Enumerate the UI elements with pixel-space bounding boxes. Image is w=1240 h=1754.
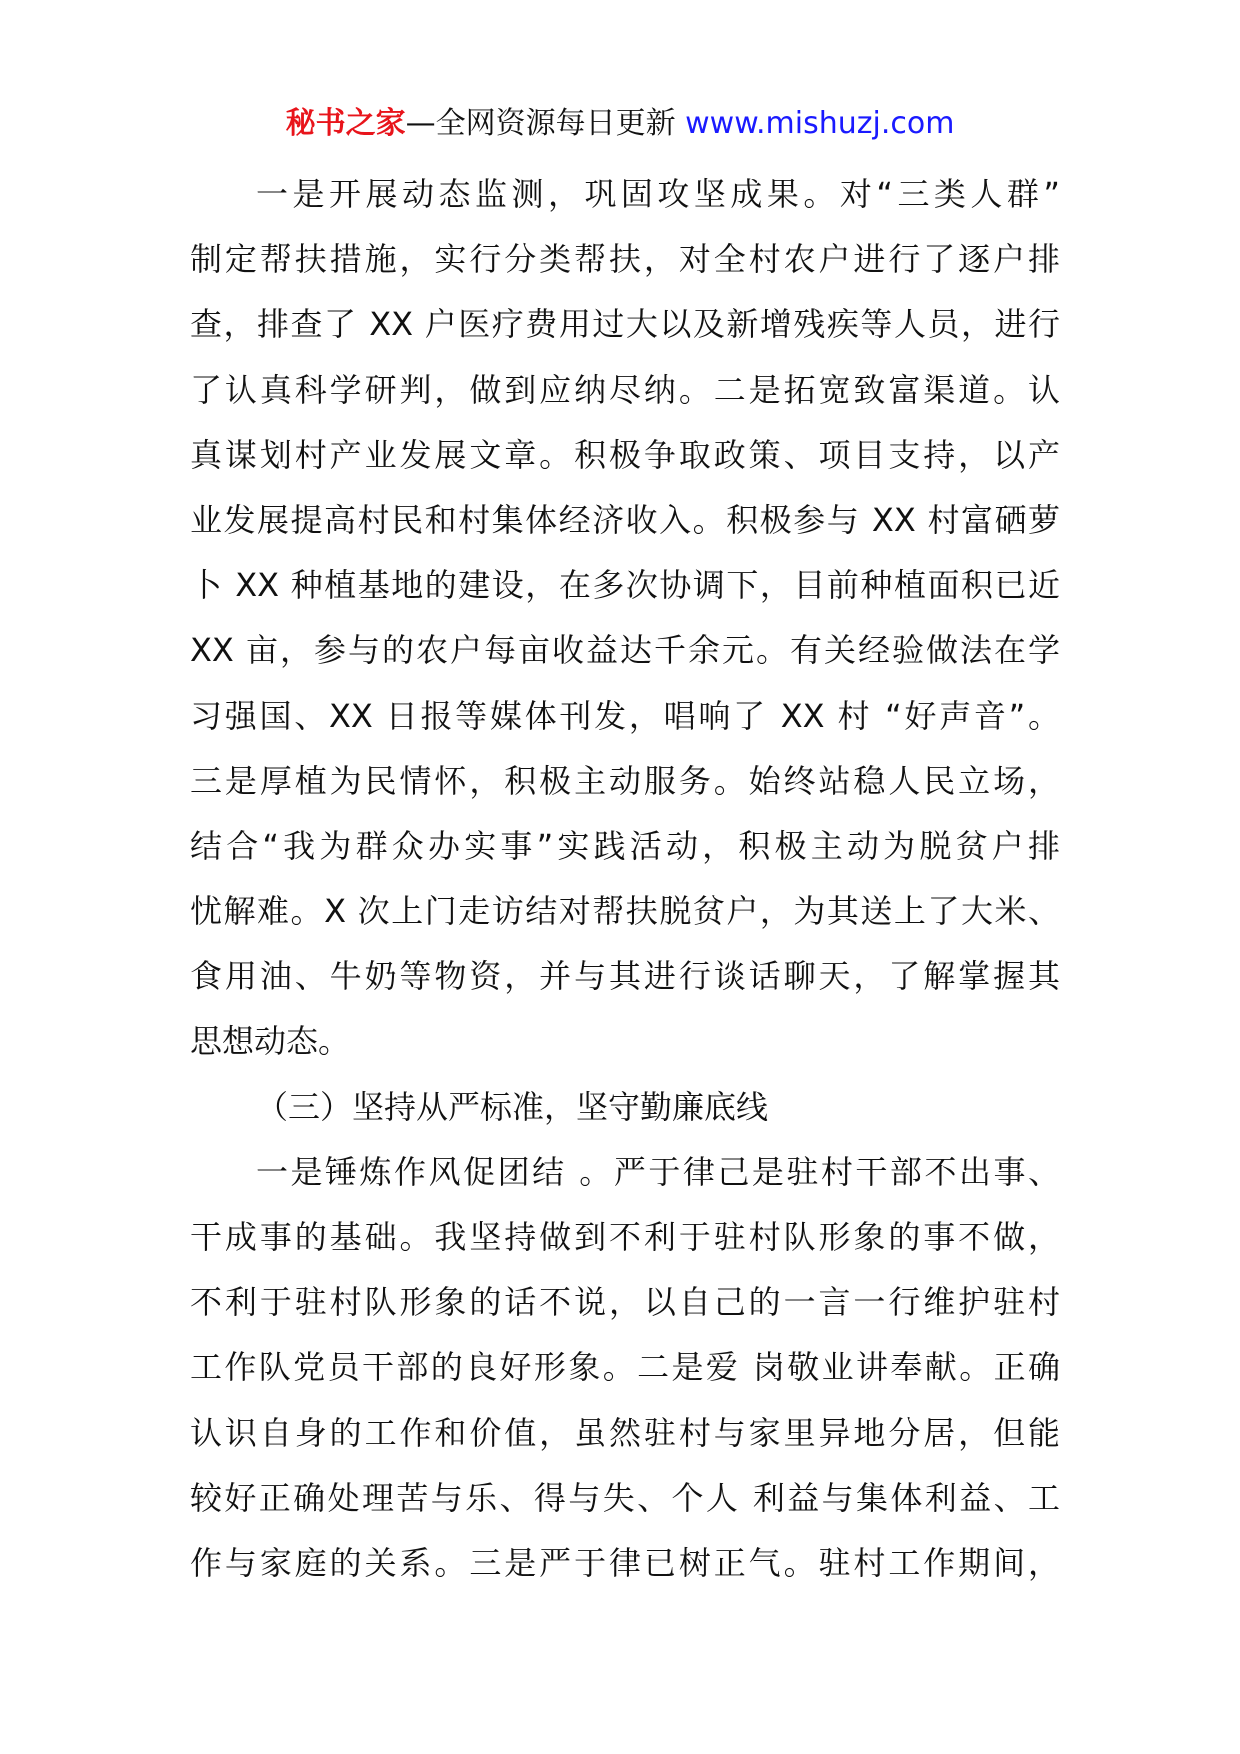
text-line: 卜 XX 种植基地的建设，在多次协调下，目前种植面积已近 bbox=[190, 566, 1060, 605]
text-line: 一是开展动态监测，巩固攻坚成果。对“三类人群” bbox=[256, 175, 1060, 213]
text-line: 思想动态。 bbox=[190, 1022, 351, 1061]
text-line: 认识自身的工作和价值，虽然驻村与家里异地分居，但能 bbox=[190, 1413, 1060, 1452]
text-line: 习强国、XX 日报等媒体刊发，唱响了 XX 村 “好声音”。 bbox=[190, 696, 1060, 735]
page-header bbox=[0, 102, 1240, 146]
text-line: 一是锤炼作风促团结 。严于律己是驻村干部不出事、 bbox=[256, 1152, 1060, 1191]
header-brand: 秘书之家 bbox=[285, 106, 406, 141]
text-line: 制定帮扶措施，实行分类帮扶，对全村农户进行了逐户排 bbox=[190, 240, 1060, 279]
section-heading: （三）坚持从严标准，坚守勤廉底线 bbox=[256, 1087, 769, 1126]
text-line: 作与家庭的关系。三是严于律已树正气。驻村工作期间， bbox=[190, 1543, 1060, 1582]
text-line: 干成事的基础。我坚持做到不利于驻村队形象的事不做， bbox=[190, 1218, 1060, 1256]
text-line: 查，排查了 XX 户医疗费用过大以及新增残疾等人员，进行 bbox=[190, 305, 1060, 344]
text-line: 业发展提高村民和村集体经济收入。积极参与 XX 村富硒萝 bbox=[190, 500, 1060, 539]
text-line: 结合“我为群众办实事”实践活动，积极主动为脱贫户排 bbox=[190, 826, 1060, 865]
text-line: 三是厚植为民情怀，积极主动服务。始终站稳人民立场， bbox=[190, 761, 1060, 800]
text-line: 较好正确处理苦与乐、得与失、个人 利益与集体利益、工 bbox=[190, 1478, 1060, 1517]
text-line: 了认真科学研判，做到应纳尽纳。二是拓宽致富渠道。认 bbox=[190, 370, 1060, 409]
text-line: 不利于驻村队形象的话不说，以自己的一言一行维护驻村 bbox=[190, 1283, 1060, 1322]
text-line: 真谋划村产业发展文章。积极争取政策、项目支持，以产 bbox=[190, 435, 1060, 474]
text-line: 忧解难。X 次上门走访结对帮扶脱贫户，为其送上了大米、 bbox=[190, 892, 1060, 931]
text-line: 工作队党员干部的良好形象。二是爱 岗敬业讲奉献。正确 bbox=[190, 1348, 1060, 1387]
header-tagline: —全网资源每日更新 bbox=[405, 106, 676, 141]
text-line: 食用油、牛奶等物资，并与其进行谈话聊天，了解掌握其 bbox=[190, 957, 1060, 996]
header-site-link[interactable]: www.mishuzj.com bbox=[685, 106, 955, 141]
document-body bbox=[190, 162, 1060, 1596]
text-line: XX 亩，参与的农户每亩收益达千余元。有关经验做法在学 bbox=[190, 631, 1060, 670]
